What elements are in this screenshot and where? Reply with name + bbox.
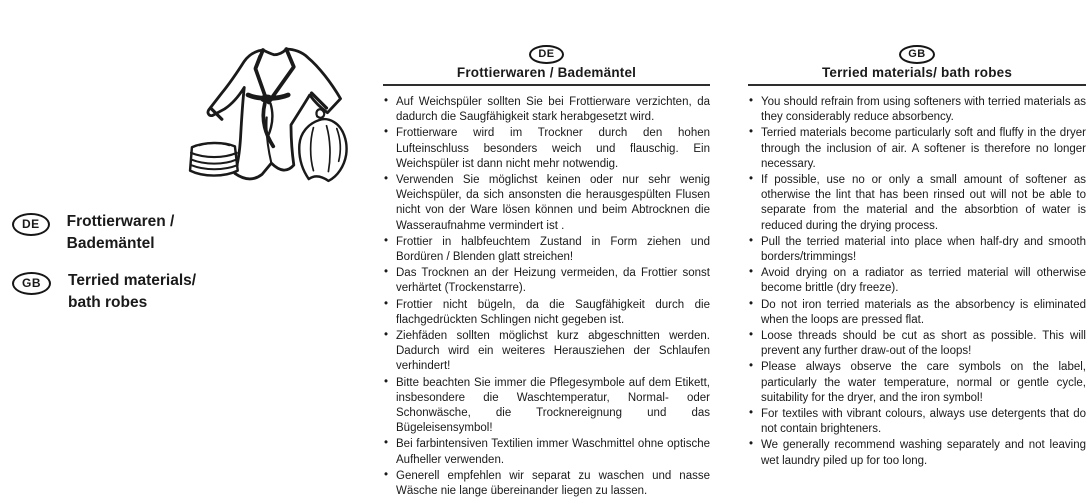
gb-column-badge: GB [899, 45, 935, 64]
bullet-item: • Ziehfäden sollten möglichst kurz abgeschnitten werden. Dadurch wird ein weiteres Herausziehen der Schlaufen verhindert! [383, 329, 710, 375]
left-label-panel [12, 211, 196, 329]
bullet-item: • Das Trocknen an der Heizung vermeiden, da Frottier sonst verhärtet (Trockenstarre). [383, 266, 710, 296]
gb-column-header [748, 44, 1086, 80]
bullet-item: • Do not iron terried materials as the absorbency is eliminated when the loops are pressed flat. [748, 298, 1086, 328]
bullet-item: • Avoid drying on a radiator as terried material will otherwise become brittle (dry freeze). [748, 266, 1086, 296]
bullet-item: • Pull the terried material into place when half-dry and smooth borders/trimmings! [748, 235, 1086, 265]
left-label-gb-line1: Terried materials/ [68, 272, 197, 289]
bullet-item: • You should refrain from using softeners with terried materials as they considerably reduce absorbency. [748, 95, 1086, 125]
gb-column [748, 44, 1086, 470]
bullet-item: • Bei farbintensiven Textilien immer Waschmittel ohne optische Aufheller verwenden. [383, 437, 710, 467]
bullet-item: • Frottier nicht bügeln, da die Saugfähigkeit durch die flachgedrückten Schlingen nicht gegeben ist. [383, 298, 710, 328]
de-language-badge: DE [12, 213, 50, 236]
bullet-item: • We generally recommend washing separately and not leaving wet laundry piled up for too long. [748, 438, 1086, 468]
gb-header-rule [748, 84, 1086, 86]
bullet-item: • Loose threads should be cut as short as possible. This will prevent any further draw-out of the loops! [748, 329, 1086, 359]
bathrobe-illustration [162, 22, 377, 199]
left-label-de-text [67, 211, 175, 255]
left-label-de-line1: Frottierwaren / [66, 213, 175, 230]
bullet-item: • If possible, use no or only a small amount of softener as otherwise the lint that has been rinsed out will not be able to separate from the material and the absorbtion of water is reduced during the drying process. [748, 173, 1086, 234]
bullet-item: • Terried materials become particularly soft and fluffy in the dryer through the inclusion of air. A softener is therefore no longer necessary. [748, 126, 1086, 172]
gb-column-title: Terried materials/ bath robes [821, 65, 1013, 80]
bullet-item: • Frottierware wird im Trockner durch den hohen Lufteinschluss besonders weich und flauschig. Ein Weichspüler ist dann nicht mehr notwendig. [383, 126, 710, 172]
left-label-de [12, 211, 196, 255]
gb-language-badge: GB [12, 272, 51, 295]
gb-bullet-list [748, 95, 1086, 469]
bullet-item: • For textiles with vibrant colours, always use detergents that do not contain brighteners. [748, 407, 1086, 437]
left-label-gb-line2: bath robes [68, 294, 148, 311]
bullet-item: • Bitte beachten Sie immer die Pflegesymbole auf dem Etikett, insbesondere die Waschtemperatur, Normal- oder Schonwäsche, die Trocknereignung und das Bügeleisensymbol! [383, 376, 710, 437]
de-column-header [383, 44, 710, 80]
left-label-gb [12, 270, 196, 314]
bullet-item: • Verwenden Sie möglichst keinen oder nur sehr wenig Weichspüler, da sich ansonsten die herausgespülten Flusen nicht von der Ware lösen können und beim Abtrocknen die Wasseraufnahme vermindert ist . [383, 173, 710, 234]
de-column [383, 44, 710, 500]
left-label-gb-text [68, 270, 196, 314]
de-column-badge: DE [529, 45, 563, 64]
de-bullet-list [383, 95, 710, 499]
left-label-de-line2: Bademäntel [66, 235, 155, 252]
bullet-item: • Generell empfehlen wir separat zu waschen und nasse Wäsche nie lange übereinander liegen zu lassen. [383, 469, 710, 499]
bullet-item: • Auf Weichspüler sollten Sie bei Frottierware verzichten, da dadurch die Saugfähigkeit stark herabgesetzt wird. [383, 95, 710, 125]
bullet-item: • Frottier in halbfeuchtem Zustand in Form ziehen und Bordüren / Blenden glatt streichen! [383, 235, 710, 265]
bullet-item: • Please always observe the care symbols on the label, particularly the water temperature, normal or gentle cycle, suitability for the dryer, and the iron symbol! [748, 360, 1086, 406]
de-header-rule [383, 84, 710, 86]
de-column-title: Frottierwaren / Bademäntel [456, 65, 637, 80]
